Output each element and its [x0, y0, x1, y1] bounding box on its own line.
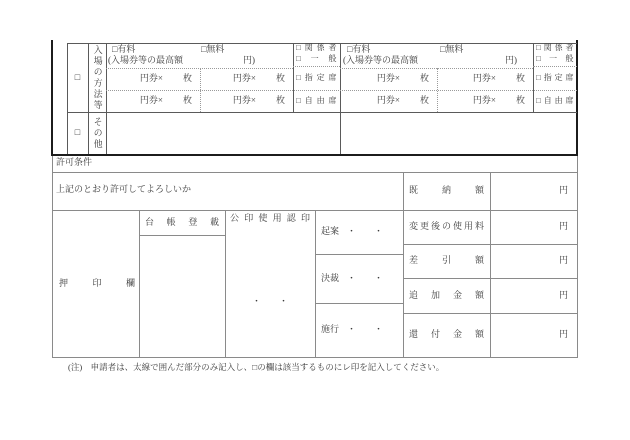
- max-price-prefix: (入場券等の最高額: [343, 55, 418, 65]
- ticket-prefix: 円券×: [139, 73, 163, 84]
- step-kian-cell: [315, 210, 403, 254]
- ticket-prefix: 円券×: [376, 73, 400, 84]
- official-seal-date-dots: ・ ・: [251, 296, 288, 306]
- free-seat-cell: [533, 90, 577, 112]
- ticket-unit: 枚: [275, 95, 285, 106]
- ticket-prefix: 円券×: [139, 95, 163, 106]
- yen-unit: 円: [558, 289, 568, 300]
- ticket-prefix: 円券×: [376, 95, 400, 106]
- paid-checkbox-label: □有料: [112, 44, 136, 54]
- amount-label-text: 変更後の使用料: [409, 221, 484, 232]
- admission-row-label: [88, 43, 106, 112]
- step-label: 施行: [321, 324, 340, 335]
- step-shiko-cell: [315, 303, 403, 357]
- ticket-count-cell: [200, 90, 293, 112]
- reserved-seat-checkbox-label: □指定席: [536, 73, 574, 82]
- free-seat-checkbox-label: □自由席: [296, 96, 337, 105]
- amount-row-value: [490, 172, 577, 210]
- checkbox-glyph: □: [74, 127, 81, 138]
- ticket-prefix: 円券×: [232, 73, 256, 84]
- amount-row-value: [490, 210, 577, 244]
- official-seal-column: [225, 210, 315, 357]
- yen-unit: 円: [558, 255, 568, 266]
- ticket-count-cell: [437, 90, 533, 112]
- footer-note-text: (注) 申請者は、太線で囲んだ部分のみ記入し、□の欄は該当するものにレ印を記入してください。: [68, 362, 445, 372]
- ticket-count-cell: [200, 68, 293, 90]
- yen-unit: 円: [558, 329, 568, 340]
- ticket-prefix: 円券×: [472, 73, 496, 84]
- ticket-unit: 枚: [275, 73, 285, 84]
- free-checkbox-label: □無料: [440, 44, 464, 54]
- yen-unit: 円: [558, 221, 568, 232]
- related-person-checkbox-label: □関係者: [536, 43, 574, 52]
- amount-row-value: [490, 278, 577, 313]
- fee-header-right: [340, 43, 533, 68]
- amount-row-value: [490, 313, 577, 357]
- bottom-table-bottom-border: [52, 357, 578, 358]
- paid-checkbox-label: □有料: [347, 44, 371, 54]
- register-header-cell: [139, 210, 225, 235]
- ticket-prefix: 円券×: [472, 95, 496, 106]
- seal-column: [52, 210, 139, 357]
- max-price-suffix: 円): [505, 55, 517, 65]
- permit-conditions-text: 許可条件: [56, 157, 93, 167]
- fee-header-left: [106, 43, 293, 68]
- other-row-label-text: その他: [92, 116, 103, 150]
- amount-label-text: 既納額: [409, 185, 484, 196]
- official-seal-header-label: 公印使用認印: [230, 213, 310, 223]
- max-price-prefix: (入場券等の最高額: [108, 55, 183, 65]
- approval-question: [56, 184, 396, 200]
- ticket-prefix: 円券×: [232, 95, 256, 106]
- max-price-suffix: 円): [243, 55, 255, 65]
- step-kessai-cell: [315, 254, 403, 303]
- general-checkbox-label: □一般: [296, 54, 337, 63]
- step-date-dots: ・ ・: [346, 324, 383, 335]
- ticket-unit: 枚: [182, 73, 192, 84]
- seat-audience-cell: [293, 43, 340, 66]
- reserved-seat-checkbox-label: □指定席: [296, 73, 337, 82]
- amount-row-label: [403, 172, 490, 210]
- permit-conditions-label: [56, 157, 356, 172]
- amount-row-label: [403, 244, 490, 278]
- footer-note: [68, 362, 568, 376]
- ticket-count-cell: [437, 68, 533, 90]
- top-table-bottom-bold-border: [51, 154, 578, 156]
- register-entry-blank-cell: [139, 235, 225, 357]
- amount-label-text: 差引額: [409, 255, 484, 266]
- seal-column-label: 押印欄: [59, 277, 135, 288]
- free-seat-checkbox-label: □自由席: [536, 96, 574, 105]
- general-checkbox-label: □一般: [536, 54, 574, 63]
- amount-row-value: [490, 244, 577, 278]
- seat-audience-cell: [533, 43, 577, 66]
- other-checkbox-cell: [67, 112, 88, 154]
- admission-checkbox-cell: [67, 43, 88, 112]
- ticket-count-cell: [106, 90, 200, 112]
- checkbox-glyph: □: [74, 71, 81, 82]
- amount-row-label: [403, 210, 490, 244]
- yen-unit: 円: [558, 185, 568, 196]
- ticket-count-cell: [340, 68, 437, 90]
- ticket-unit: 枚: [515, 73, 525, 84]
- step-label: 起案: [321, 226, 340, 237]
- ticket-unit: 枚: [419, 73, 429, 84]
- amount-row-label: [403, 278, 490, 313]
- ticket-count-cell: [106, 68, 200, 90]
- reserved-seat-cell: [293, 66, 340, 90]
- step-date-dots: ・ ・: [346, 272, 383, 283]
- approval-question-text: 上記のとおり許可してよろしいか: [56, 184, 192, 194]
- ticket-unit: 枚: [182, 95, 192, 106]
- grid-line: [67, 112, 577, 113]
- amount-row-label: [403, 313, 490, 357]
- ticket-unit: 枚: [419, 95, 429, 106]
- step-date-dots: ・ ・: [346, 226, 383, 237]
- free-checkbox-label: □無料: [201, 44, 225, 54]
- bottom-table-right-border: [577, 156, 578, 357]
- other-row-label: [88, 112, 106, 154]
- amount-label-text: 追加金額: [409, 289, 484, 300]
- step-label: 決裁: [321, 272, 340, 283]
- amount-label-text: 還付金額: [409, 329, 484, 340]
- reserved-seat-cell: [533, 66, 577, 90]
- outer-left-bold-border: [51, 40, 53, 156]
- register-header-label: 台帳登載: [145, 216, 219, 227]
- free-seat-cell: [293, 90, 340, 112]
- related-person-checkbox-label: □関係者: [296, 43, 337, 52]
- admission-row-label-text: 入場の方法等: [92, 44, 103, 111]
- ticket-count-cell: [340, 90, 437, 112]
- ticket-unit: 枚: [515, 95, 525, 106]
